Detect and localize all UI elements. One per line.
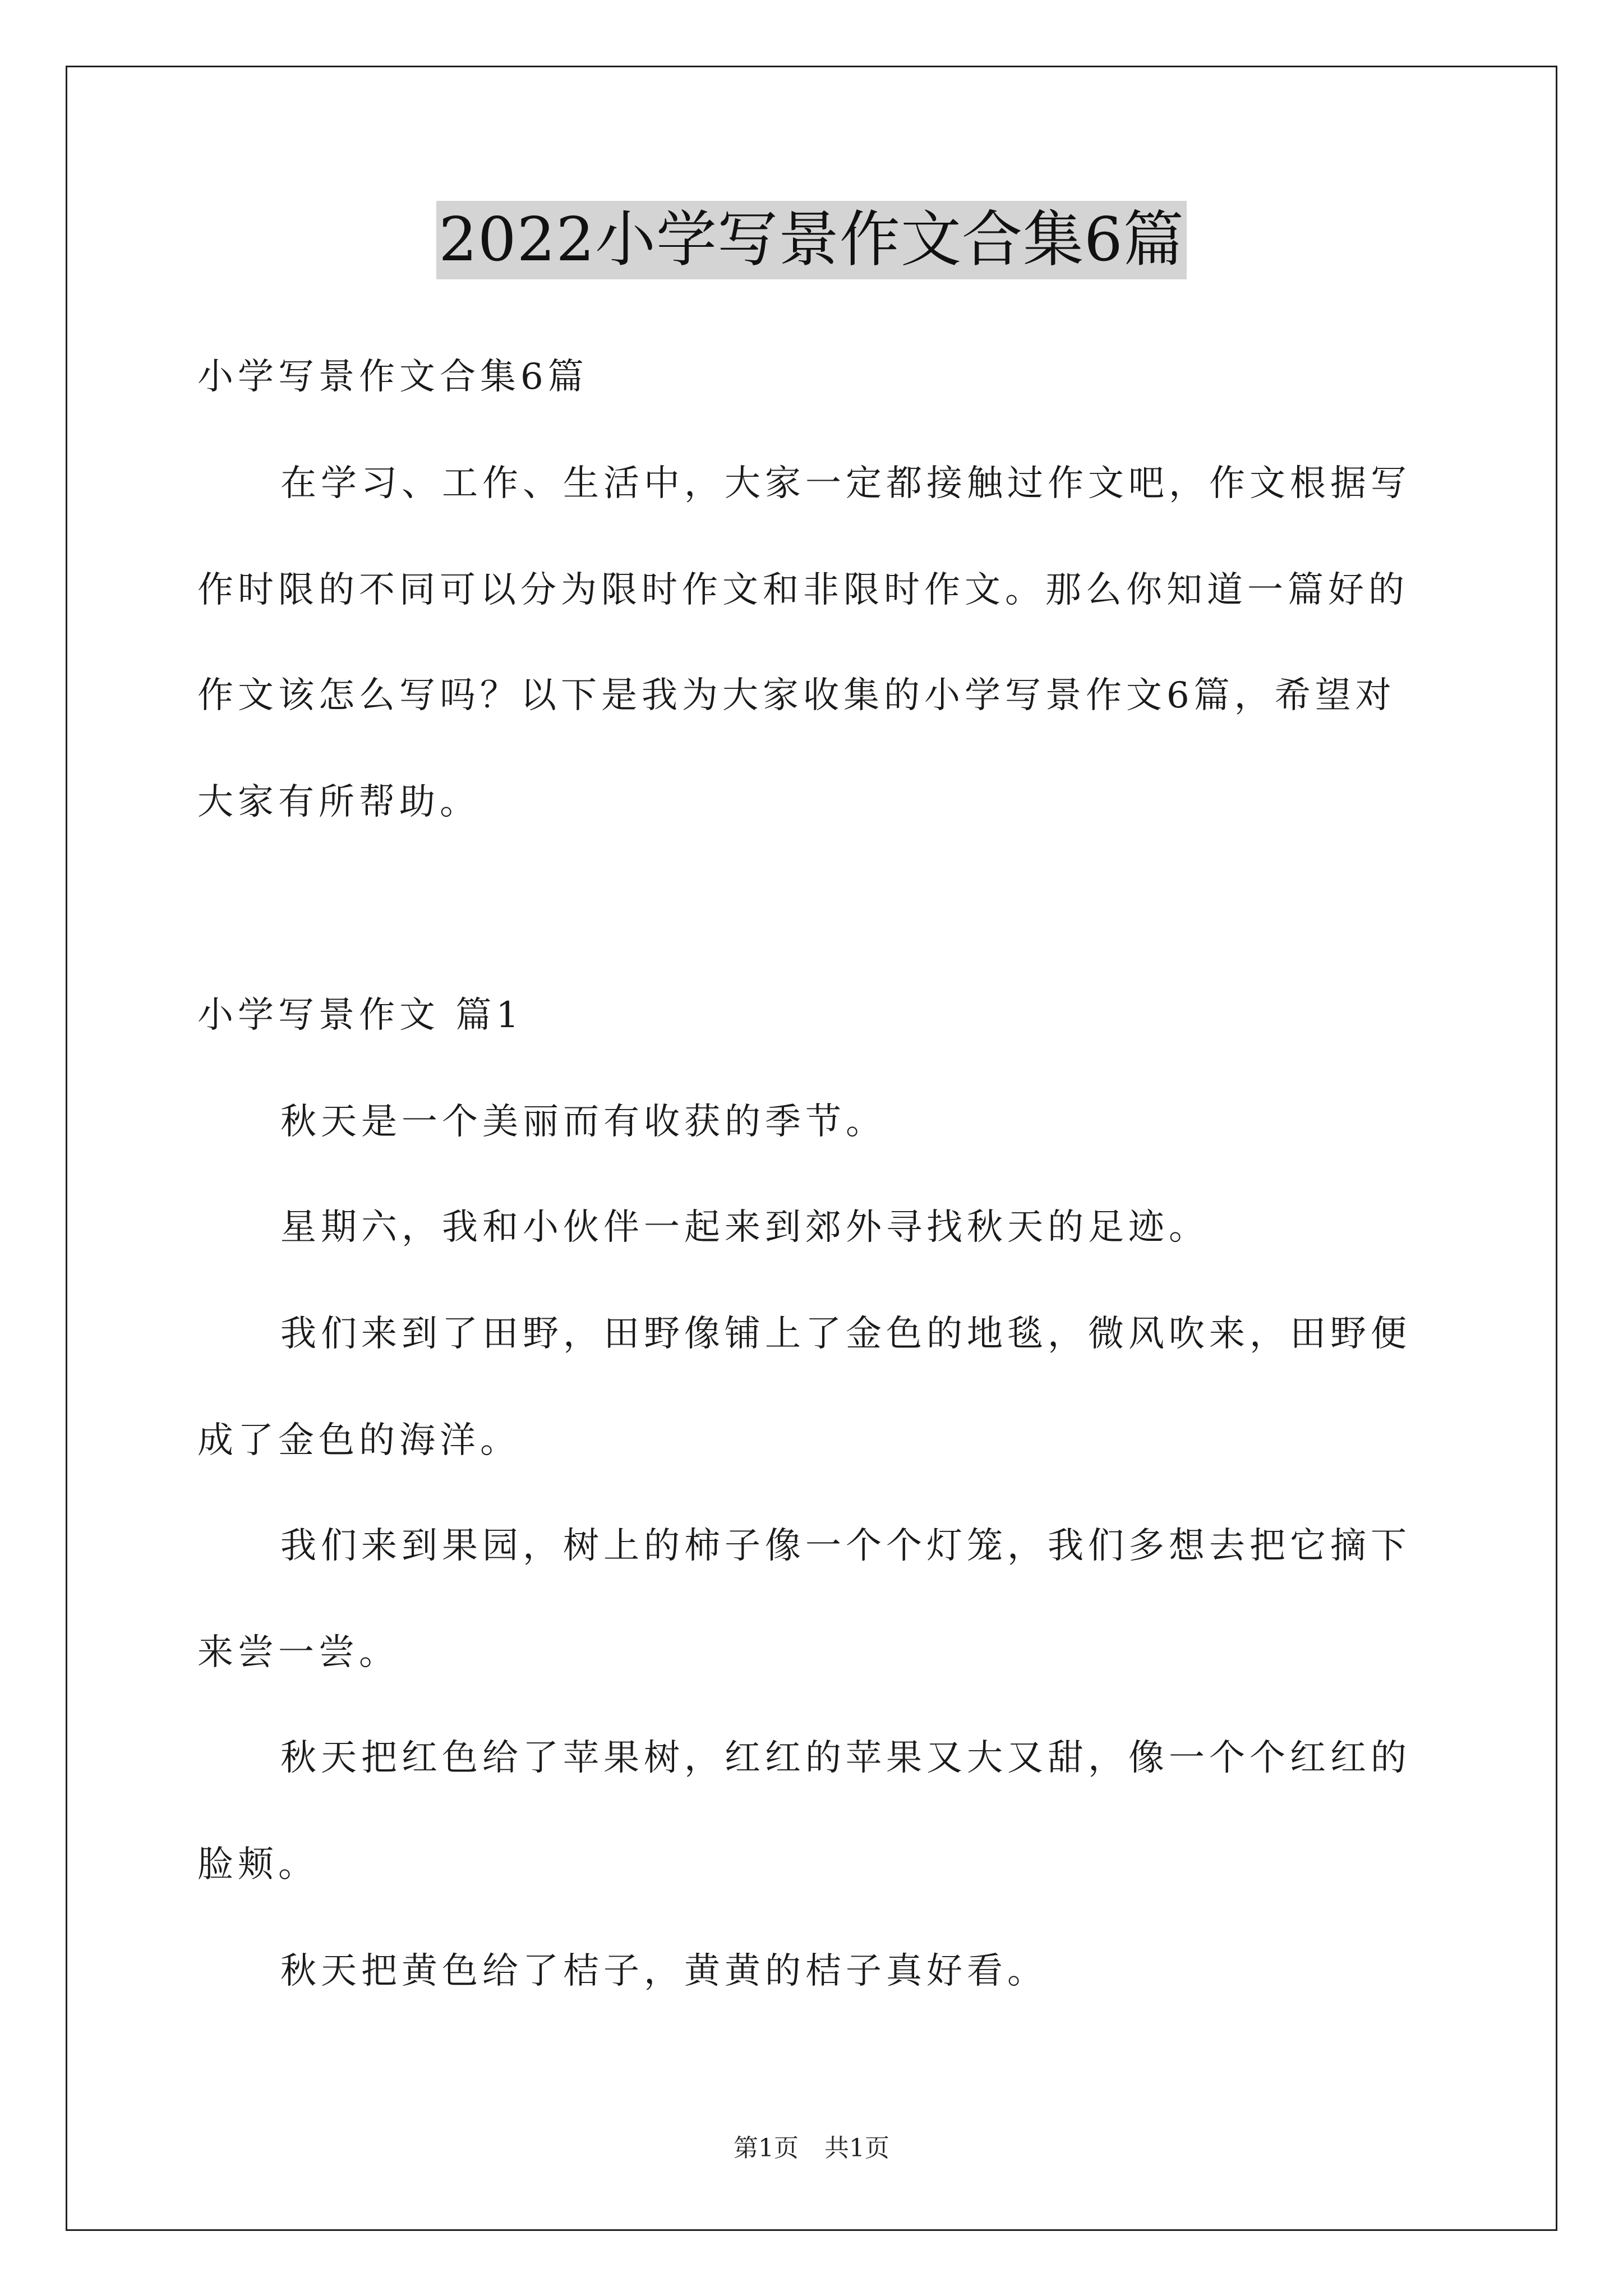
document-title: 2022小学写景作文合集6篇 (436, 201, 1187, 279)
paragraph-line: 成了金色的海洋。 (197, 1420, 520, 1461)
paragraph-line: 秋天是一个美丽而有收获的季节。 (280, 1101, 886, 1143)
paragraph-line: 我们来到了田野，田野像铺上了金色的地毯，微风吹来，田野便 (280, 1313, 1411, 1355)
paragraph-line: 脸颊。 (197, 1844, 319, 1885)
paragraph-line: 秋天把黄色给了桔子，黄黄的桔子真好看。 (280, 1950, 1048, 1992)
intro-line: 作文该怎么写吗？以下是我为大家收集的小学写景作文6篇，希望对 (197, 675, 1396, 716)
page-footer (0, 2132, 1623, 2165)
page-total: 共1页 (824, 2134, 889, 2162)
paragraph-line: 我们来到果园，树上的柿子像一个个灯笼，我们多想去把它摘下 (280, 1525, 1411, 1567)
paragraph-line: 秋天把红色给了苹果树，红红的苹果又大又甜，像一个个红红的 (280, 1737, 1411, 1779)
intro-line: 在学习、工作、生活中，大家一定都接触过作文吧，作文根据写 (280, 463, 1411, 504)
subtitle: 小学写景作文合集6篇 (197, 356, 588, 398)
intro-line: 作时限的不同可以分为限时作文和非限时作文。那么你知道一篇好的 (197, 569, 1409, 611)
title-container (0, 201, 1623, 279)
intro-line: 大家有所帮助。 (197, 781, 480, 823)
section-heading: 小学写景作文 篇1 (197, 995, 524, 1036)
paragraph-line: 星期六，我和小伙伴一起来到郊外寻找秋天的足迹。 (280, 1207, 1209, 1248)
paragraph-line: 来尝一尝。 (197, 1632, 399, 1673)
page-number: 第1页 (734, 2134, 799, 2162)
